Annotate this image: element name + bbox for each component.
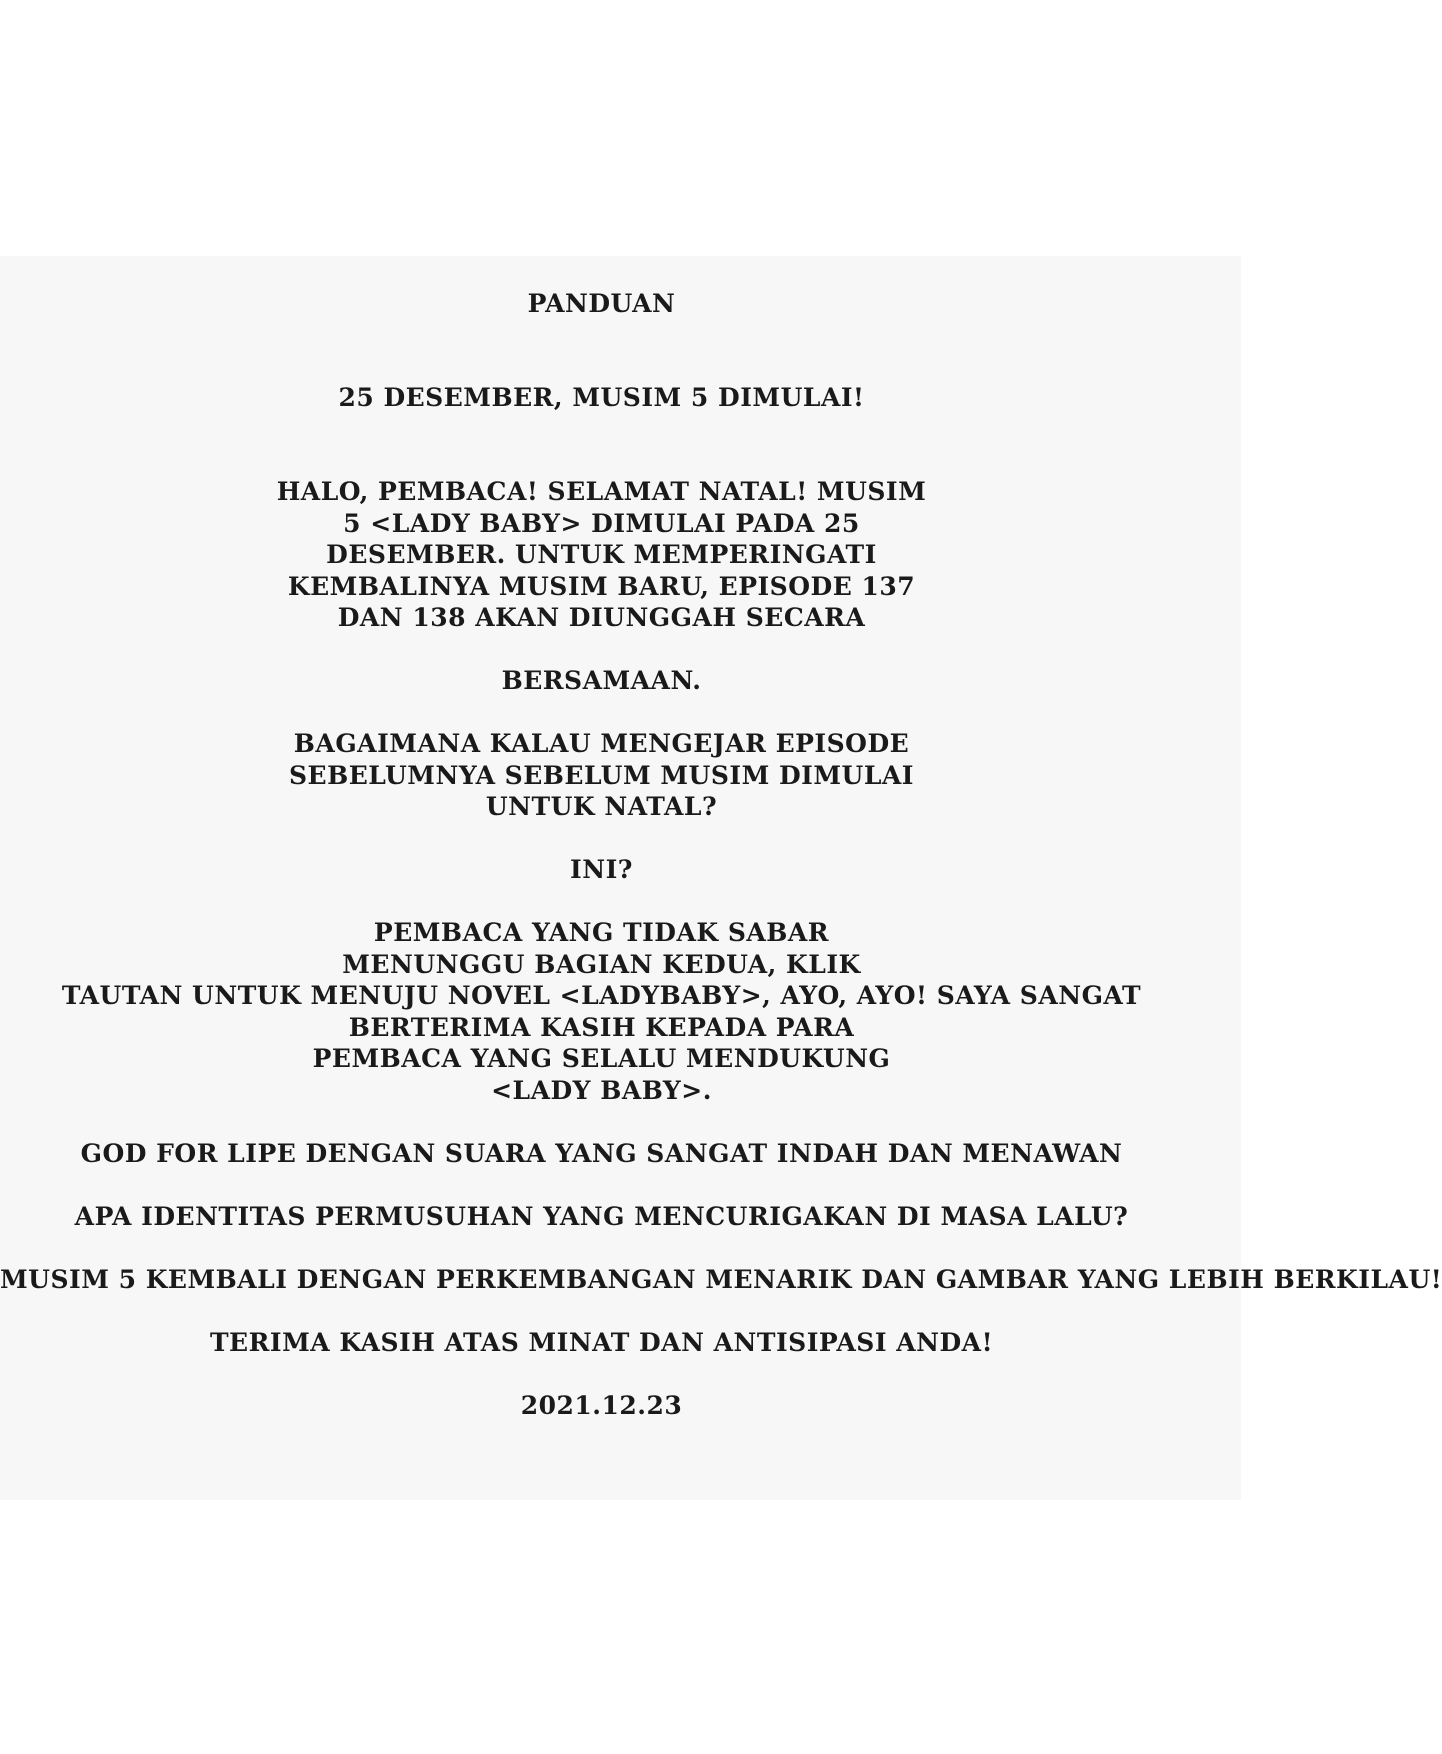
teaser-line: GOD FOR LIPE DENGAN SUARA YANG SANGAT INDAH DAN MENAWAN [80,1139,1123,1168]
readers-line: TAUTAN UNTUK MENUJU NOVEL <LADYBABY>, AYO, AYO! SAYA SANGAT [61,981,1142,1010]
catch-up-line: UNTUK NATAL? [485,792,718,821]
intro-line: HALO, PEMBACA! SELAMAT NATAL! MUSIM [276,477,927,506]
readers-line: PEMBACA YANG SELALU MENDUKUNG [312,1044,891,1073]
catch-up-line: SEBELUMNYA SEBELUM MUSIM DIMULAI [289,761,914,790]
notice-panel [0,256,1442,1500]
readers-line: PEMBACA YANG TIDAK SABAR [373,918,830,947]
intro-line: KEMBALINYA MUSIM BARU, EPISODE 137 [287,572,916,601]
ini-line: INI? [570,855,633,884]
intro-end-line: BERSAMAAN. [501,666,702,695]
thanks-line: TERIMA KASIH ATAS MINAT DAN ANTISIPASI ANDA! [209,1328,994,1357]
catch-up-line: BAGAIMANA KALAU MENGEJAR EPISODE [293,729,910,758]
intro-line: DESEMBER. UNTUK MEMPERINGATI [326,540,877,569]
intro-line: DAN 138 AKAN DIUNGGAH SECARA [337,603,866,632]
notice-headline: 25 DESEMBER, MUSIM 5 DIMULAI! [338,383,865,412]
notice-title: PANDUAN [527,289,676,318]
teaser-line: MUSIM 5 KEMBALI DENGAN PERKEMBANGAN MENARIK DAN GAMBAR YANG LEBIH BERKILAU! [0,1265,1442,1294]
readers-line: MENUNGGU BAGIAN KEDUA, KLIK [342,950,861,979]
readers-line: <LADY BABY>. [491,1076,712,1105]
readers-line: BERTERIMA KASIH KEPADA PARA [348,1013,855,1042]
teaser-line: APA IDENTITAS PERMUSUHAN YANG MENCURIGAKAN DI MASA LALU? [74,1202,1129,1231]
notice-date: 2021.12.23 [520,1391,683,1420]
intro-line: 5 <LADY BABY> DIMULAI PADA 25 [343,509,860,538]
